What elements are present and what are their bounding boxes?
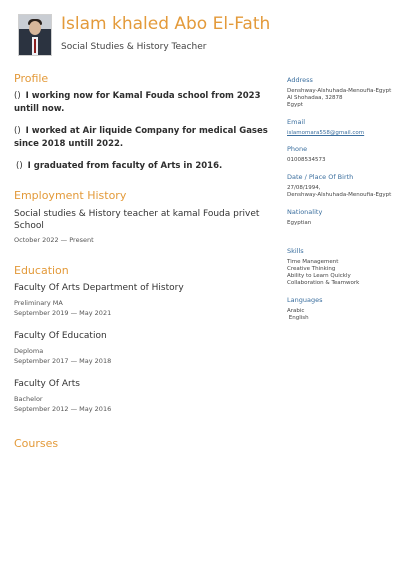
bullet-glyph: () — [14, 126, 21, 136]
nationality-block — [287, 208, 395, 227]
profile-item — [14, 90, 276, 116]
language-item: Arabic — [287, 308, 305, 314]
birth-line: 27/08/1994, — [287, 185, 321, 191]
languages-block — [287, 296, 395, 322]
profile-item — [16, 160, 276, 173]
skill-item: Collaboration & Teamwork — [287, 280, 360, 286]
address-line: Al Shohadaa, 32878 — [287, 95, 343, 101]
profile-photo — [18, 14, 52, 56]
education-title: Faculty Of Arts Department of History — [14, 283, 184, 293]
education-title: Faculty Of Arts — [14, 379, 80, 389]
courses-heading: Courses — [14, 437, 59, 450]
main-column — [14, 72, 276, 455]
address-line: Denshway-Alshuhada-Menoufia-Egypt — [287, 88, 392, 94]
candidate-name: Islam khaled Abo El-Fath — [61, 14, 271, 34]
nationality-value: Egyptian — [287, 220, 312, 226]
bullet-glyph: () — [16, 161, 23, 171]
skill-item: Creative Thinking — [287, 266, 336, 272]
employment-heading: Employment History — [14, 189, 127, 202]
education-date: September 2017 — May 2018 — [14, 357, 112, 365]
education-date: September 2012 — May 2016 — [14, 405, 112, 413]
languages-label: Languages — [287, 296, 323, 304]
address-line: Egypt — [287, 102, 303, 108]
resume-header — [18, 14, 390, 58]
bullet-glyph: () — [14, 91, 21, 101]
skills-block — [287, 247, 395, 287]
sidebar — [287, 76, 395, 331]
candidate-title: Social Studies & History Teacher — [61, 42, 207, 52]
phone-value: 01008534573 — [287, 157, 326, 163]
skills-label: Skills — [287, 247, 304, 255]
birth-line: Denshway-Alshuhada-Menoufia-Egypt — [287, 192, 392, 198]
skill-item: Time Management — [287, 259, 339, 265]
profile-text: working now for Kamal Fouda school from 2023 untill now. — [14, 91, 261, 114]
email-link[interactable]: islamomara558@gmail.com — [287, 130, 365, 136]
job-title: Social studies & History teacher at kamal Fouda privet School — [14, 209, 260, 231]
profile-text: worked at Air liquide Company for medical Gases since 2018 untill 2022. — [14, 126, 268, 149]
phone-block — [287, 145, 395, 164]
address-label: Address — [287, 76, 313, 84]
education-degree: Bachelor — [14, 395, 43, 403]
language-item: English — [287, 315, 309, 321]
profile-text: graduated from faculty of Arts in 2016. — [33, 161, 223, 171]
email-block — [287, 118, 395, 136]
phone-label: Phone — [287, 145, 308, 153]
profile-heading: Profile — [14, 72, 49, 85]
bullet-letter: I — [25, 126, 29, 136]
address-block — [287, 76, 395, 109]
birth-label: Date / Place Of Birth — [287, 173, 354, 181]
education-heading: Education — [14, 264, 69, 277]
bullet-letter: I — [25, 91, 29, 101]
education-degree: Deploma — [14, 347, 44, 355]
education-date: September 2019 — May 2021 — [14, 309, 112, 317]
birth-block — [287, 173, 395, 199]
email-label: Email — [287, 118, 306, 126]
job-date: October 2022 — Present — [14, 236, 94, 244]
profile-item — [14, 125, 276, 151]
education-title: Faculty Of Education — [14, 331, 107, 341]
skill-item: Ability to Learn Quickly — [287, 273, 351, 279]
nationality-label: Nationality — [287, 208, 323, 216]
bullet-letter: I — [27, 161, 31, 171]
education-degree: Preliminary MA — [14, 299, 63, 307]
